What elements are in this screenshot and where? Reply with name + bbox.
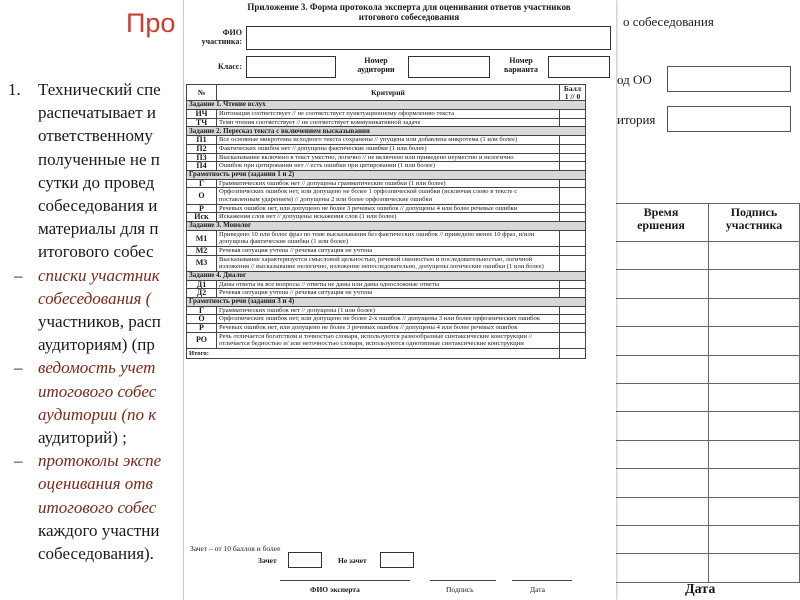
bg-col-time: Время ершения [614,204,709,242]
criterion-text: Орфоэпических ошибок нет, или допущено не более 1 орфоэпической ошибки (исключая слово в тексте с поставленным ударением) // допущены 2 или более орфоэпические ошибки [217,188,560,204]
bg-room-box [667,106,791,132]
criterion-code: О [187,315,217,324]
room-input[interactable] [408,56,490,78]
criterion-row [187,332,586,348]
col-criterion: Критерий [217,85,560,101]
bullet-line: каждого участни [38,520,160,540]
slide-title: Про [126,8,176,38]
criterion-code: О [187,188,217,204]
criterion-code: Иск [187,213,217,222]
protocol-form [183,0,616,600]
pass-note: Зачет – от 10 баллов и более [190,544,281,553]
criteria-header [187,85,586,101]
total-label: Итого: [187,348,560,358]
slide-line: материалы для п [38,219,159,239]
criterion-row [187,289,586,298]
criterion-code: Р [187,324,217,333]
col-score: Балл 1 // 0 [560,85,586,101]
total-row [187,348,586,358]
form-title: Приложение 3. Форма протокола эксперта для оценивания ответов участников итогового собеседования [247,2,571,22]
bg-room-label: итория [617,112,656,127]
bullet-dash-icon: – [14,358,23,378]
section-title: Задание 2. Пересказ текста с включением высказывания [187,127,586,136]
section-row [187,297,586,306]
bullet-line: итогового собес [38,497,157,517]
criterion-text: Приведено 10 или более фраз по теме высказывания без фактических ошибок // приведено менее 10 фраз, и/или допущены фактические ошибки (1 или более) [217,230,560,246]
score-cell[interactable] [560,324,586,333]
bullet-line: ведомость учет [38,358,156,378]
expert-line[interactable] [280,580,410,581]
section-row [187,221,586,230]
score-cell[interactable] [560,162,586,171]
slide-line: итогового собес [38,242,154,262]
criterion-row [187,188,586,204]
bg-col-sign: Подпись участника [709,204,800,242]
criterion-code: Д1 [187,280,217,289]
bg-title-fragment: о собеседования [623,14,714,29]
slide-line: полученные не п [38,149,160,169]
criterion-text: Орфоэпических ошибок нет, или допущено не более 2-х ошибок // допущены 3 или более орфоэпических ошибок [217,315,560,324]
total-score-cell[interactable] [560,348,586,358]
sign-label: Подпись [446,585,474,594]
criterion-code: П4 [187,162,217,171]
criterion-row [187,136,586,145]
fail-checkbox[interactable] [380,552,414,568]
criterion-code: П2 [187,144,217,153]
criterion-text: Искажения слов нет // допущены искажения слов (1 или более) [217,213,560,222]
criterion-text: Высказывание включено в текст уместно, логично // не включено или приведено неуместно и нелогично [217,153,560,162]
fio-label: ФИО участника: [201,28,242,46]
criterion-row [187,118,586,127]
criterion-text: Грамматических ошибок нет // допущены грамматические ошибки (1 или более) [217,179,560,188]
section-title: Грамотность речи (задания 1 и 2) [187,170,586,179]
criterion-text: Высказывание характеризуется смысловой цельностью, речевой связностью и последовательностью, логичной изложения // высказывание нелогично, изложение непоследовательно, допущены логические ошибки (1 или более) [217,255,560,271]
criterion-row [187,110,586,119]
date-label: Дата [530,585,545,594]
score-cell[interactable] [560,246,586,255]
bg-code-label: од ОО [617,72,652,87]
score-cell[interactable] [560,136,586,145]
criterion-text: Речевая ситуация учтена // речевая ситуация не учтена [217,246,560,255]
slide-line: ответственному [38,126,153,146]
criterion-code: М1 [187,230,217,246]
score-cell[interactable] [560,188,586,204]
section-title: Задание 1. Чтение вслух [187,101,586,110]
section-title: Задание 3. Монолог [187,221,586,230]
criterion-code: П3 [187,153,217,162]
criterion-text: Все основные микротемы исходного текста сохранены // упущена или добавлена микротема (1 или более) [217,136,560,145]
score-cell[interactable] [560,280,586,289]
room-label: Номер аудитории [357,56,395,74]
criterion-text: Речевых ошибок нет, или допущено не более 3 речевых ошибок // допущены 4 или более речевые ошибки [217,204,560,213]
criterion-row [187,230,586,246]
criterion-row [187,280,586,289]
criterion-row [187,324,586,333]
date-line[interactable] [512,580,572,581]
bullet-line: собеседования). [38,544,154,563]
fio-input[interactable] [246,26,611,50]
criterion-code: РО [187,332,217,348]
slide-line: сутки до провед [38,172,155,192]
criterion-text: Речевая ситуация учтена // речевая ситуация не учтена [217,289,560,298]
criterion-row [187,204,586,213]
slide-line: распечатывает и [38,103,156,123]
criterion-row [187,315,586,324]
bullet-dash-icon: – [14,451,23,471]
criterion-code: М3 [187,255,217,271]
criteria-table [186,84,586,359]
slide-line: Технический спе [38,80,161,99]
bullet-line: оценивания отв [38,474,153,494]
score-cell[interactable] [560,110,586,119]
background-document [585,0,800,600]
score-cell[interactable] [560,230,586,246]
bullet-line: участников, расп [38,312,161,331]
criterion-code: М2 [187,246,217,255]
bullet-line: списки участник [38,265,160,285]
criterion-code: ИЧ [187,110,217,119]
criterion-code: Р [187,204,217,213]
class-input[interactable] [246,56,336,78]
criterion-code: Д2 [187,289,217,298]
score-cell[interactable] [560,179,586,188]
score-cell[interactable] [560,289,586,298]
criterion-text: Даны ответы на все вопросы // ответы не даны или даны односложные ответы [217,280,560,289]
class-label: Класс: [217,62,242,71]
criterion-code: Г [187,179,217,188]
fail-label: Не зачет [338,556,367,565]
bullet-dash-icon: – [14,265,23,285]
criterion-row [187,306,586,315]
criterion-text: Интонация соответствует // не соответствует пунктуационному оформлению текста [217,110,560,119]
bg-code-box [667,66,791,92]
criterion-row [187,144,586,153]
section-title: Грамотность речи (задания 3 и 4) [187,297,586,306]
section-row [187,101,586,110]
score-cell[interactable] [560,204,586,213]
variant-input[interactable] [548,56,610,78]
score-cell[interactable] [560,332,586,348]
score-cell[interactable] [560,213,586,222]
criterion-text: Темп чтения соответствует // не соответствует коммуникативной задаче [217,118,560,127]
criterion-text: Фактических ошибок нет // допущены фактические ошибки (1 или более) [217,144,560,153]
criterion-text: Речевых ошибок нет, или допущено не более 3 речевых ошибок // допущены 4 или более речевых ошибок [217,324,560,333]
score-cell[interactable] [560,255,586,271]
criterion-code: Г [187,306,217,315]
expert-label: ФИО эксперта [310,585,360,594]
criterion-row [187,213,586,222]
slide-line: собеседования и [38,196,158,215]
sign-line[interactable] [430,580,496,581]
criterion-code: ТЧ [187,118,217,127]
bullet-line: собеседования ( [38,288,152,308]
criterion-row [187,255,586,271]
criterion-text: Грамматических ошибок нет // допущены (1 или более) [217,306,560,315]
pass-checkbox[interactable] [288,552,322,568]
criterion-row [187,246,586,255]
bullet-line: протоколы экспе [38,451,162,471]
bullet-line: аудиторий) ; [38,428,127,447]
criterion-code: П1 [187,136,217,145]
bullet-line: аудиториям) (пр [38,335,155,355]
section-row [187,170,586,179]
bullet-line: итогового собес [38,381,157,401]
list-number: 1. [8,80,21,99]
criterion-text: Речь отличается богатством и точностью словаря, используются разнообразные синтаксические конструкции // отличается бедностью и/ или неточностью словаря, используются однотипные синтаксические конструкции [217,332,560,348]
score-cell[interactable] [560,118,586,127]
criterion-row [187,179,586,188]
criterion-row [187,162,586,171]
score-cell[interactable] [560,144,586,153]
score-cell[interactable] [560,153,586,162]
section-row [187,127,586,136]
score-cell[interactable] [560,306,586,315]
col-num: № [187,85,217,101]
bullet-line: аудитории (по к [38,404,157,424]
section-title: Задание 4. Диалог [187,271,586,280]
section-row [187,271,586,280]
score-cell[interactable] [560,315,586,324]
criterion-row [187,153,586,162]
criterion-text: Ошибок при цитировании нет // есть ошибки при цитировании (1 или более) [217,162,560,171]
pass-label: Зачет [258,556,277,565]
variant-label: Номер варианта [503,56,538,74]
bg-date-label: Дата [685,582,716,597]
bg-table [613,203,800,583]
